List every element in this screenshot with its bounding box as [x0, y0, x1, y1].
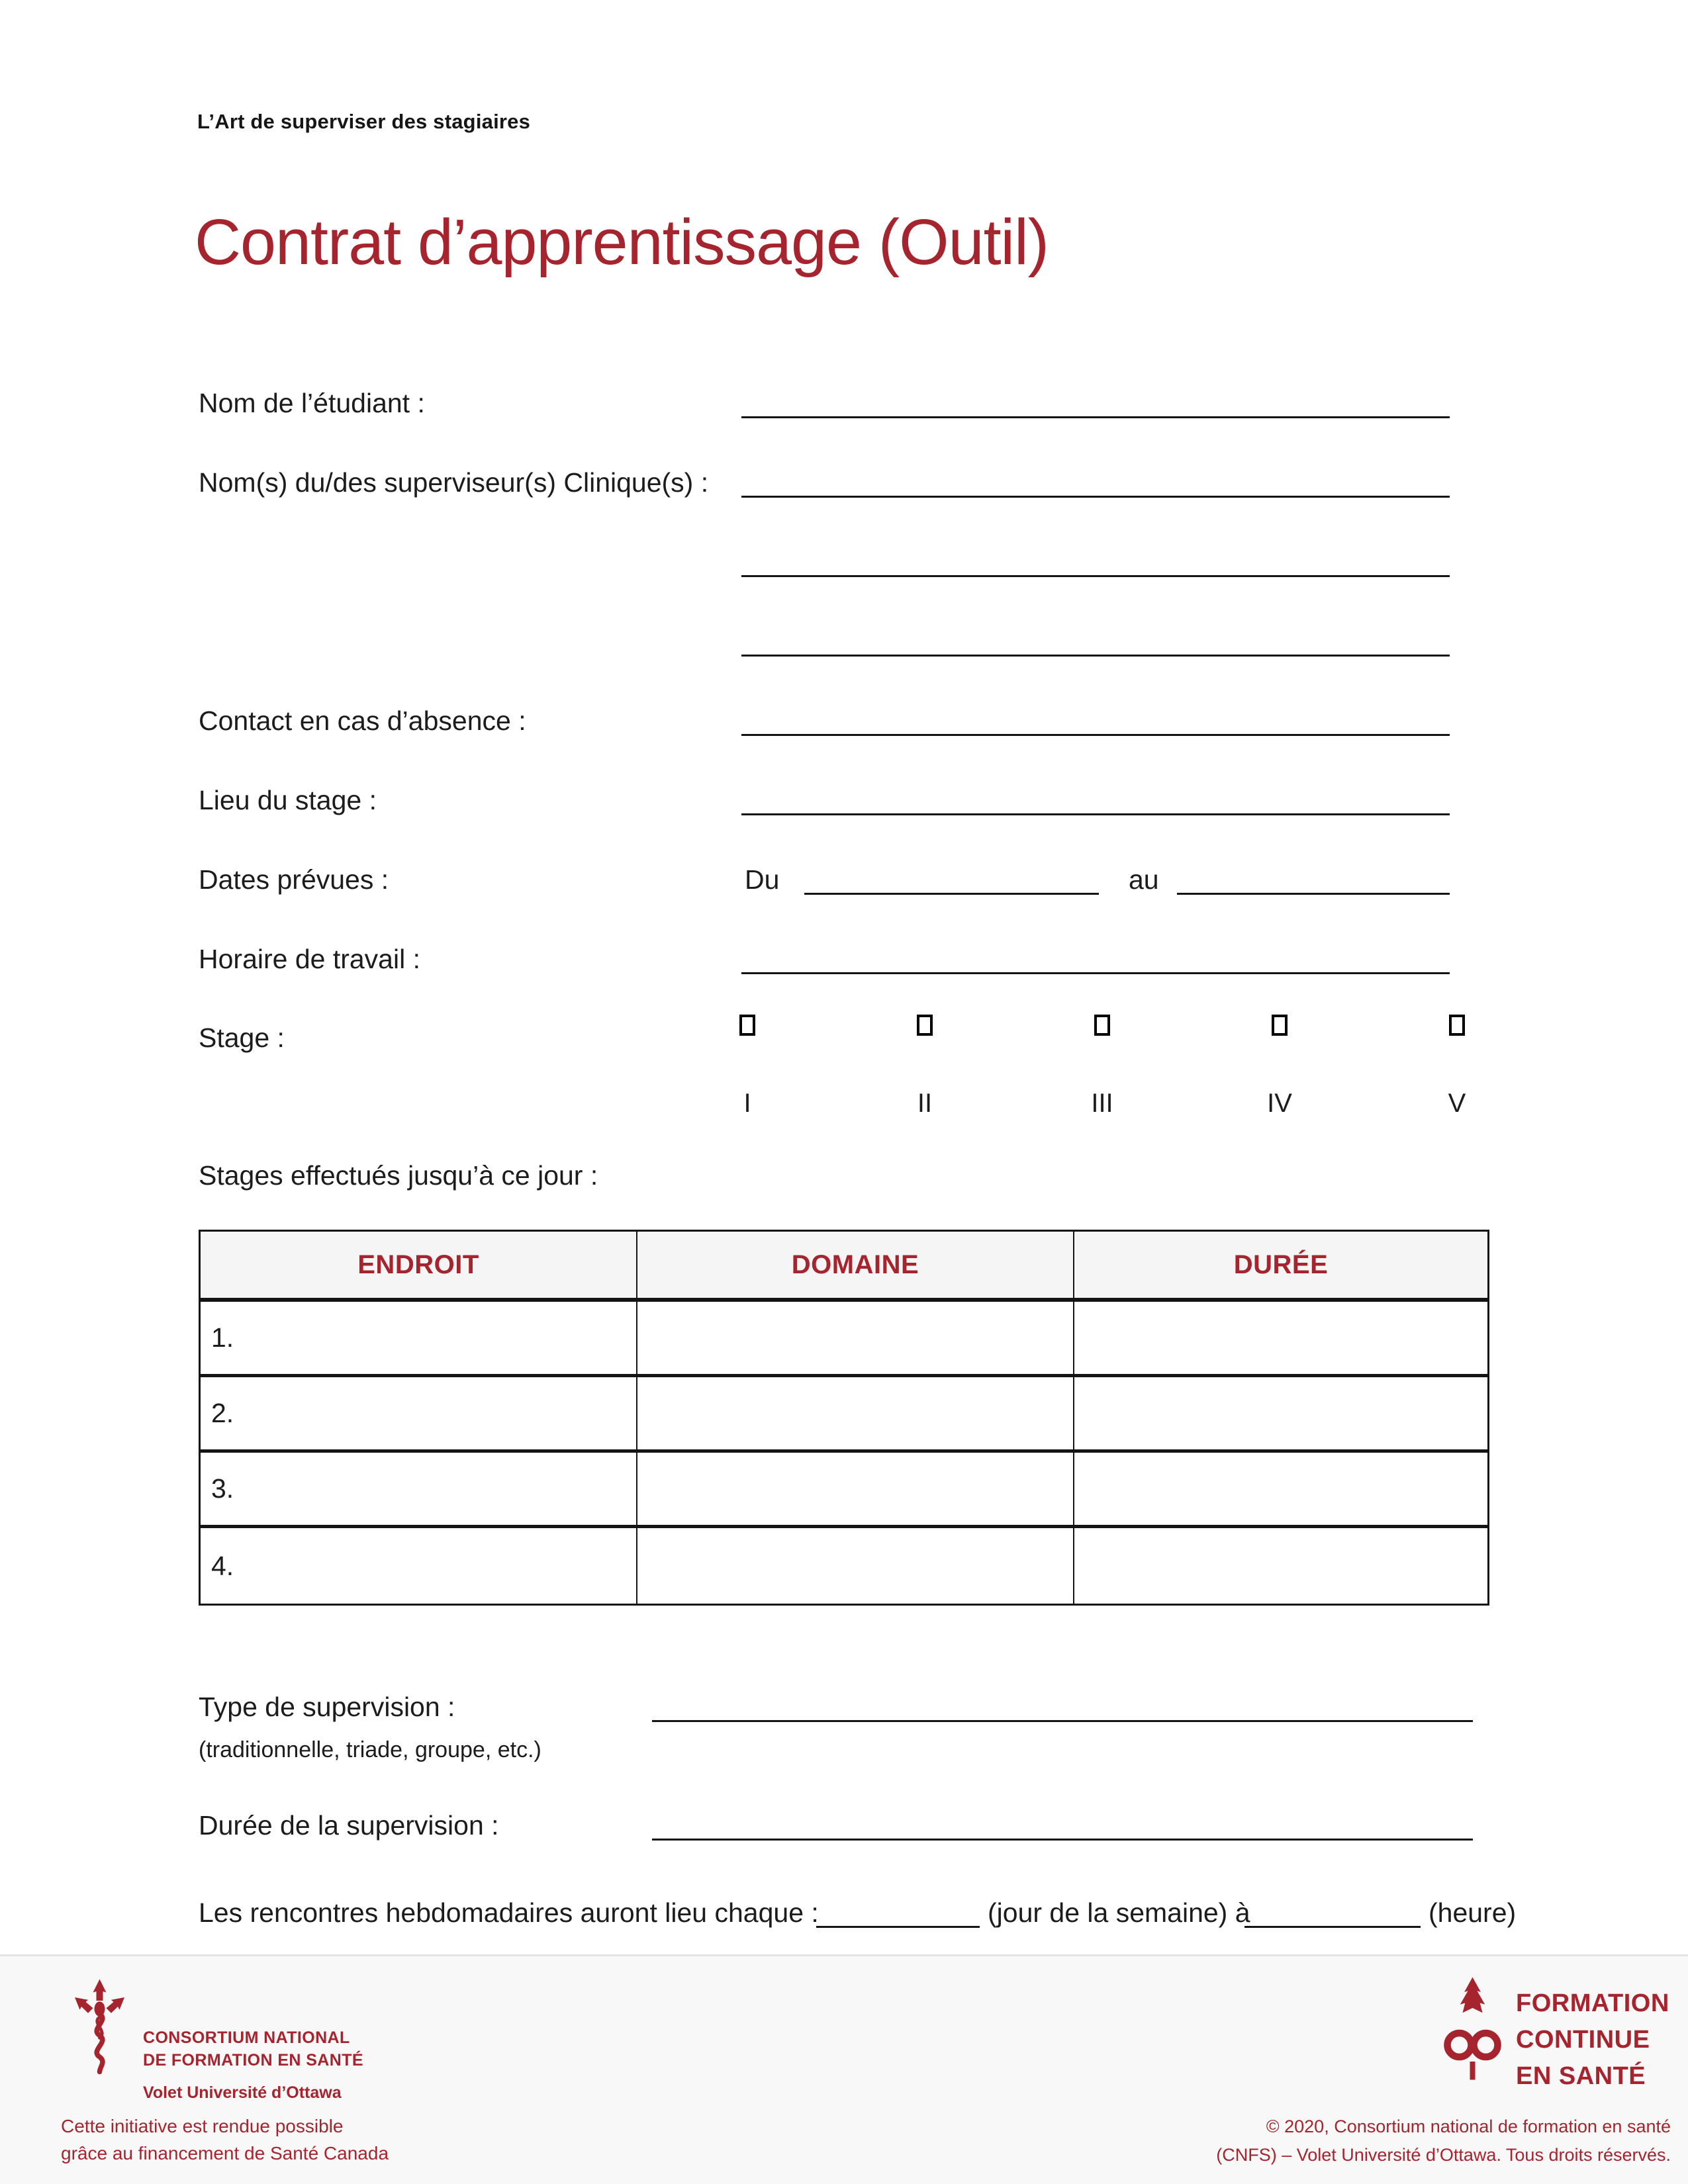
- absence-contact-label: Contact en cas d’absence :: [199, 705, 526, 736]
- supervisors-blank-2[interactable]: [741, 575, 1450, 577]
- stage-option-5-label: V: [1448, 1089, 1466, 1118]
- fcs-brand-name: [1516, 1985, 1669, 2095]
- supervisors-blank-3[interactable]: [741, 655, 1450, 657]
- history-intro: Stages effectués jusqu’à ce jour :: [199, 1160, 598, 1191]
- cnfs-org-volet: Volet Université d’Ottawa: [143, 2083, 342, 2102]
- table-header-endroit: ENDROIT: [201, 1232, 637, 1298]
- fcs-logo-icon: [1438, 1976, 1507, 2085]
- student-name-blank[interactable]: [741, 416, 1450, 418]
- supervision-type-label: Type de supervision :: [199, 1692, 455, 1722]
- meetings-middle: (jour de la semaine) à: [988, 1897, 1250, 1928]
- table-cell-duree[interactable]: [1074, 1302, 1487, 1374]
- meetings-prefix: Les rencontres hebdomadaires auront lieu chaque :: [199, 1897, 819, 1928]
- stage-checkbox-4[interactable]: [1272, 1015, 1288, 1036]
- course-eyebrow: L’Art de superviser des stagiaires: [197, 110, 531, 133]
- funding-credit-line2: grâce au financement de Santé Canada: [61, 2143, 389, 2163]
- table-cell-domaine[interactable]: [637, 1528, 1074, 1604]
- row-number: 4.: [201, 1528, 637, 1604]
- supervision-duration-label: Durée de la supervision :: [199, 1810, 499, 1841]
- cnfs-org-line2: DE FORMATION EN SANTÉ: [143, 2051, 363, 2070]
- table-header-row: [201, 1232, 1487, 1302]
- stage-history-table: [199, 1230, 1489, 1606]
- schedule-label: Horaire de travail :: [199, 944, 420, 974]
- meetings-day-blank[interactable]: [816, 1926, 980, 1928]
- stage-option-2-label: II: [917, 1089, 933, 1118]
- table-cell-domaine[interactable]: [637, 1453, 1074, 1525]
- dates-from-word: Du: [745, 864, 780, 895]
- meetings-suffix: (heure): [1429, 1897, 1517, 1928]
- table-cell-domaine[interactable]: [637, 1377, 1074, 1449]
- stage-checkbox-5[interactable]: [1449, 1015, 1465, 1036]
- page-title: Contrat d’apprentissage (Outil): [195, 206, 1049, 278]
- stage-checkbox-1[interactable]: [739, 1015, 755, 1036]
- fcs-brand-line2: CONTINUE: [1516, 2026, 1650, 2054]
- date-to-blank[interactable]: [1177, 893, 1450, 895]
- date-from-blank[interactable]: [804, 893, 1099, 895]
- row-number: 2.: [201, 1377, 637, 1449]
- table-cell-duree[interactable]: [1074, 1377, 1487, 1449]
- meetings-time-blank[interactable]: [1244, 1926, 1421, 1928]
- dates-label: Dates prévues :: [199, 864, 389, 895]
- copyright-line2: (CNFS) – Volet Université d’Ottawa. Tous droits réservés.: [1216, 2145, 1671, 2165]
- table-row: [201, 1377, 1487, 1453]
- row-number: 1.: [201, 1302, 637, 1374]
- copyright-notice: [1216, 2113, 1671, 2169]
- copyright-line1: © 2020, Consortium national de formation en santé: [1266, 2116, 1671, 2136]
- table-cell-domaine[interactable]: [637, 1302, 1074, 1374]
- cnfs-org-name: [143, 2026, 363, 2071]
- cnfs-org-line1: CONSORTIUM NATIONAL: [143, 2028, 350, 2047]
- stage-label: Stage :: [199, 1023, 285, 1053]
- absence-contact-blank[interactable]: [741, 734, 1450, 736]
- funding-credit-line1: Cette initiative est rendue possible: [61, 2116, 344, 2136]
- stage-checkbox-3[interactable]: [1094, 1015, 1110, 1036]
- table-header-domaine: DOMAINE: [637, 1232, 1074, 1298]
- fcs-brand-line3: EN SANTÉ: [1516, 2062, 1646, 2090]
- stage-option-4-label: IV: [1267, 1089, 1292, 1118]
- supervisors-label: Nom(s) du/des superviseur(s) Clinique(s) :: [199, 467, 709, 498]
- stage-option-1-label: I: [743, 1089, 751, 1118]
- stage-checkbox-2[interactable]: [917, 1015, 933, 1036]
- table-row: [201, 1302, 1487, 1377]
- table-cell-duree[interactable]: [1074, 1528, 1487, 1604]
- supervision-duration-blank[interactable]: [652, 1839, 1473, 1841]
- table-header-duree: DURÉE: [1233, 1250, 1329, 1279]
- row-number: 3.: [201, 1453, 637, 1525]
- table-row: [201, 1528, 1487, 1604]
- table-cell-duree[interactable]: [1074, 1453, 1487, 1525]
- location-blank[interactable]: [741, 813, 1450, 815]
- funding-credit: [61, 2113, 389, 2167]
- location-label: Lieu du stage :: [199, 785, 377, 815]
- fcs-brand-line1: FORMATION: [1516, 1989, 1669, 2017]
- schedule-blank[interactable]: [741, 972, 1450, 974]
- dates-to-word: au: [1129, 864, 1159, 895]
- stage-option-3-label: III: [1091, 1089, 1113, 1118]
- student-name-label: Nom de l’étudiant :: [199, 388, 425, 418]
- supervisors-blank-1[interactable]: [741, 496, 1450, 498]
- supervision-type-blank[interactable]: [652, 1720, 1473, 1722]
- cnfs-logo-icon: [58, 1978, 141, 2077]
- table-row: [201, 1453, 1487, 1528]
- supervision-type-hint: (traditionnelle, triade, groupe, etc.): [199, 1737, 541, 1762]
